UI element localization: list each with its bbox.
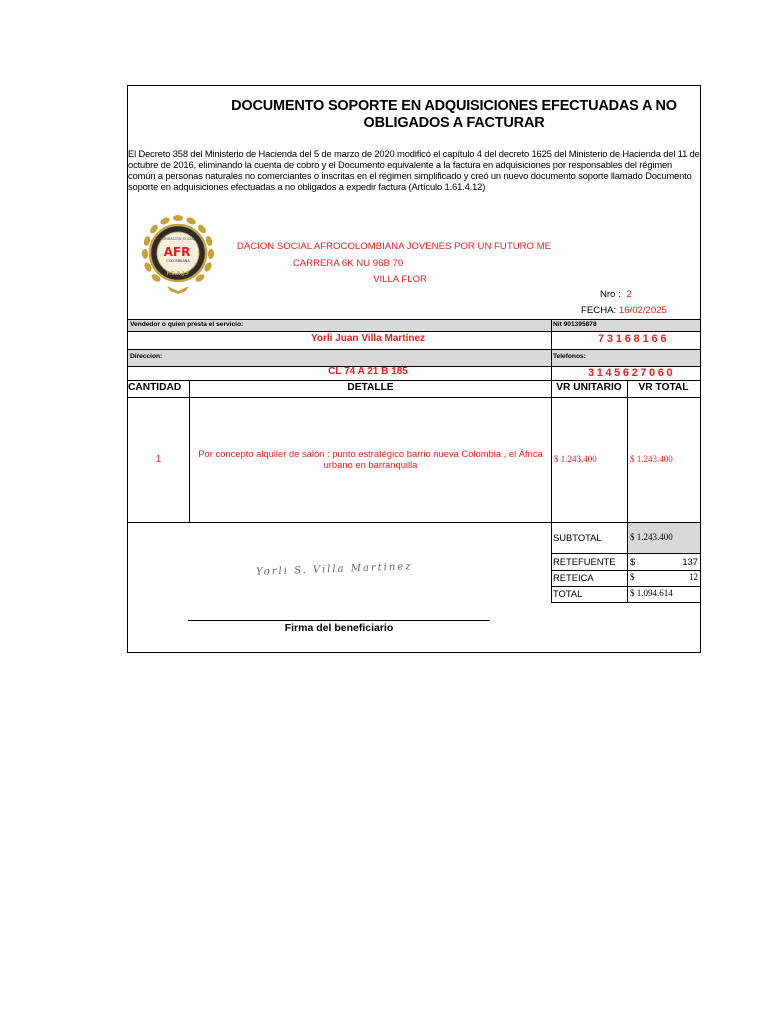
address-label: Direccion: [130, 353, 163, 360]
retefuente-value: 137 [682, 556, 698, 567]
company-city: VILLA FLOR [373, 274, 427, 285]
reteica-label: RETEICA [553, 572, 594, 583]
company-address: CARRERA 6K NU 96B 70 [292, 258, 404, 269]
nro-field [600, 289, 632, 300]
header-detalle: DETALLE [347, 382, 394, 393]
header-vr-total: VR TOTAL [638, 382, 689, 393]
signature-line [188, 620, 490, 621]
vendor-address: CL 74 A 21 B 185 [328, 366, 408, 377]
document-title: DOCUMENTO SOPORTE EN ADQUISICIONES EFECTUADAS A NO OBLIGADOS A FACTURAR [231, 98, 677, 131]
vendor-id: 73168166 [598, 333, 670, 345]
svg-text:COLOMBIANA: COLOMBIANA [166, 259, 190, 263]
subtotal-value: $ 1.243.400 [630, 532, 673, 542]
subtotal-label: SUBTOTAL [553, 532, 602, 543]
signature-handwriting: Yorli S. Villa Martinez [255, 561, 413, 578]
total-value: $ 1.094.614 [630, 588, 673, 598]
vendor-name: Yorli Juan Villa Martínez [310, 333, 426, 344]
vendor-nit: Nit 901395878 [553, 321, 597, 328]
svg-text:AFR: AFR [163, 245, 191, 259]
fecha-label: FECHA: [581, 305, 617, 316]
phone-label: Telefonos: [553, 353, 586, 360]
nro-value: 2 [626, 289, 632, 300]
signature-label: Firma del beneficiario [284, 622, 394, 634]
support-document [127, 85, 701, 653]
vendor-label: Vendedor o quien presta el servicio: [130, 321, 244, 328]
svg-text:F.S.A.J.F: F.S.A.J.F [166, 271, 190, 277]
fecha-field [581, 305, 667, 316]
vendor-phone: 3145627060 [588, 367, 676, 379]
row-detalle: Por concepto alquiler de salón : punto estratégico barrio nueva Colombia , el África urbano en barranquilla [198, 448, 543, 470]
company-name: DACION SOCIAL AFROCOLOMBIANA JOVENES POR UN FUTURO ME [236, 241, 552, 252]
row-vr-total: $ 1.243.400 [630, 454, 673, 464]
reteica-symbol: $ [630, 572, 635, 582]
company-logo [137, 212, 219, 294]
fecha-value: 16/02/2025 [618, 305, 667, 316]
retefuente-label: RETEFUENTE [553, 556, 616, 567]
retefuente-symbol: $ [630, 556, 636, 567]
header-vr-unitario: VR UNITARIO [556, 382, 622, 393]
address-label-row [128, 349, 700, 366]
svg-text:FUNDACION SOCIAL: FUNDACION SOCIAL [160, 237, 196, 241]
intro-paragraph: El Decreto 358 del Ministerio de Hacienda del 5 de marzo de 2020 modificó el capítulo 4 del decreto 1625 del Ministerio de Hacienda del 11 de octubre de 2016, eliminando la cuenta de cobro y el Documento equivalente a la factura en adquisiciones por responsables del régimen común a personas naturales no comerciantes o inscritas en el régimen simplificado y creó un nuevo documento soporte llamado Documento soporte en adquisiciones efectuadas a no obligados a expedir factura (Artículo 1.61.4.12) [128, 148, 700, 192]
nro-label: Nro : [600, 289, 621, 300]
reteica-value: 12 [689, 572, 698, 582]
row-cantidad: 1 [155, 454, 162, 465]
row-vr-unitario: $ 1.243.400 [554, 454, 597, 464]
header-cantidad: CANTIDAD [128, 382, 182, 393]
total-label: TOTAL [553, 588, 583, 599]
